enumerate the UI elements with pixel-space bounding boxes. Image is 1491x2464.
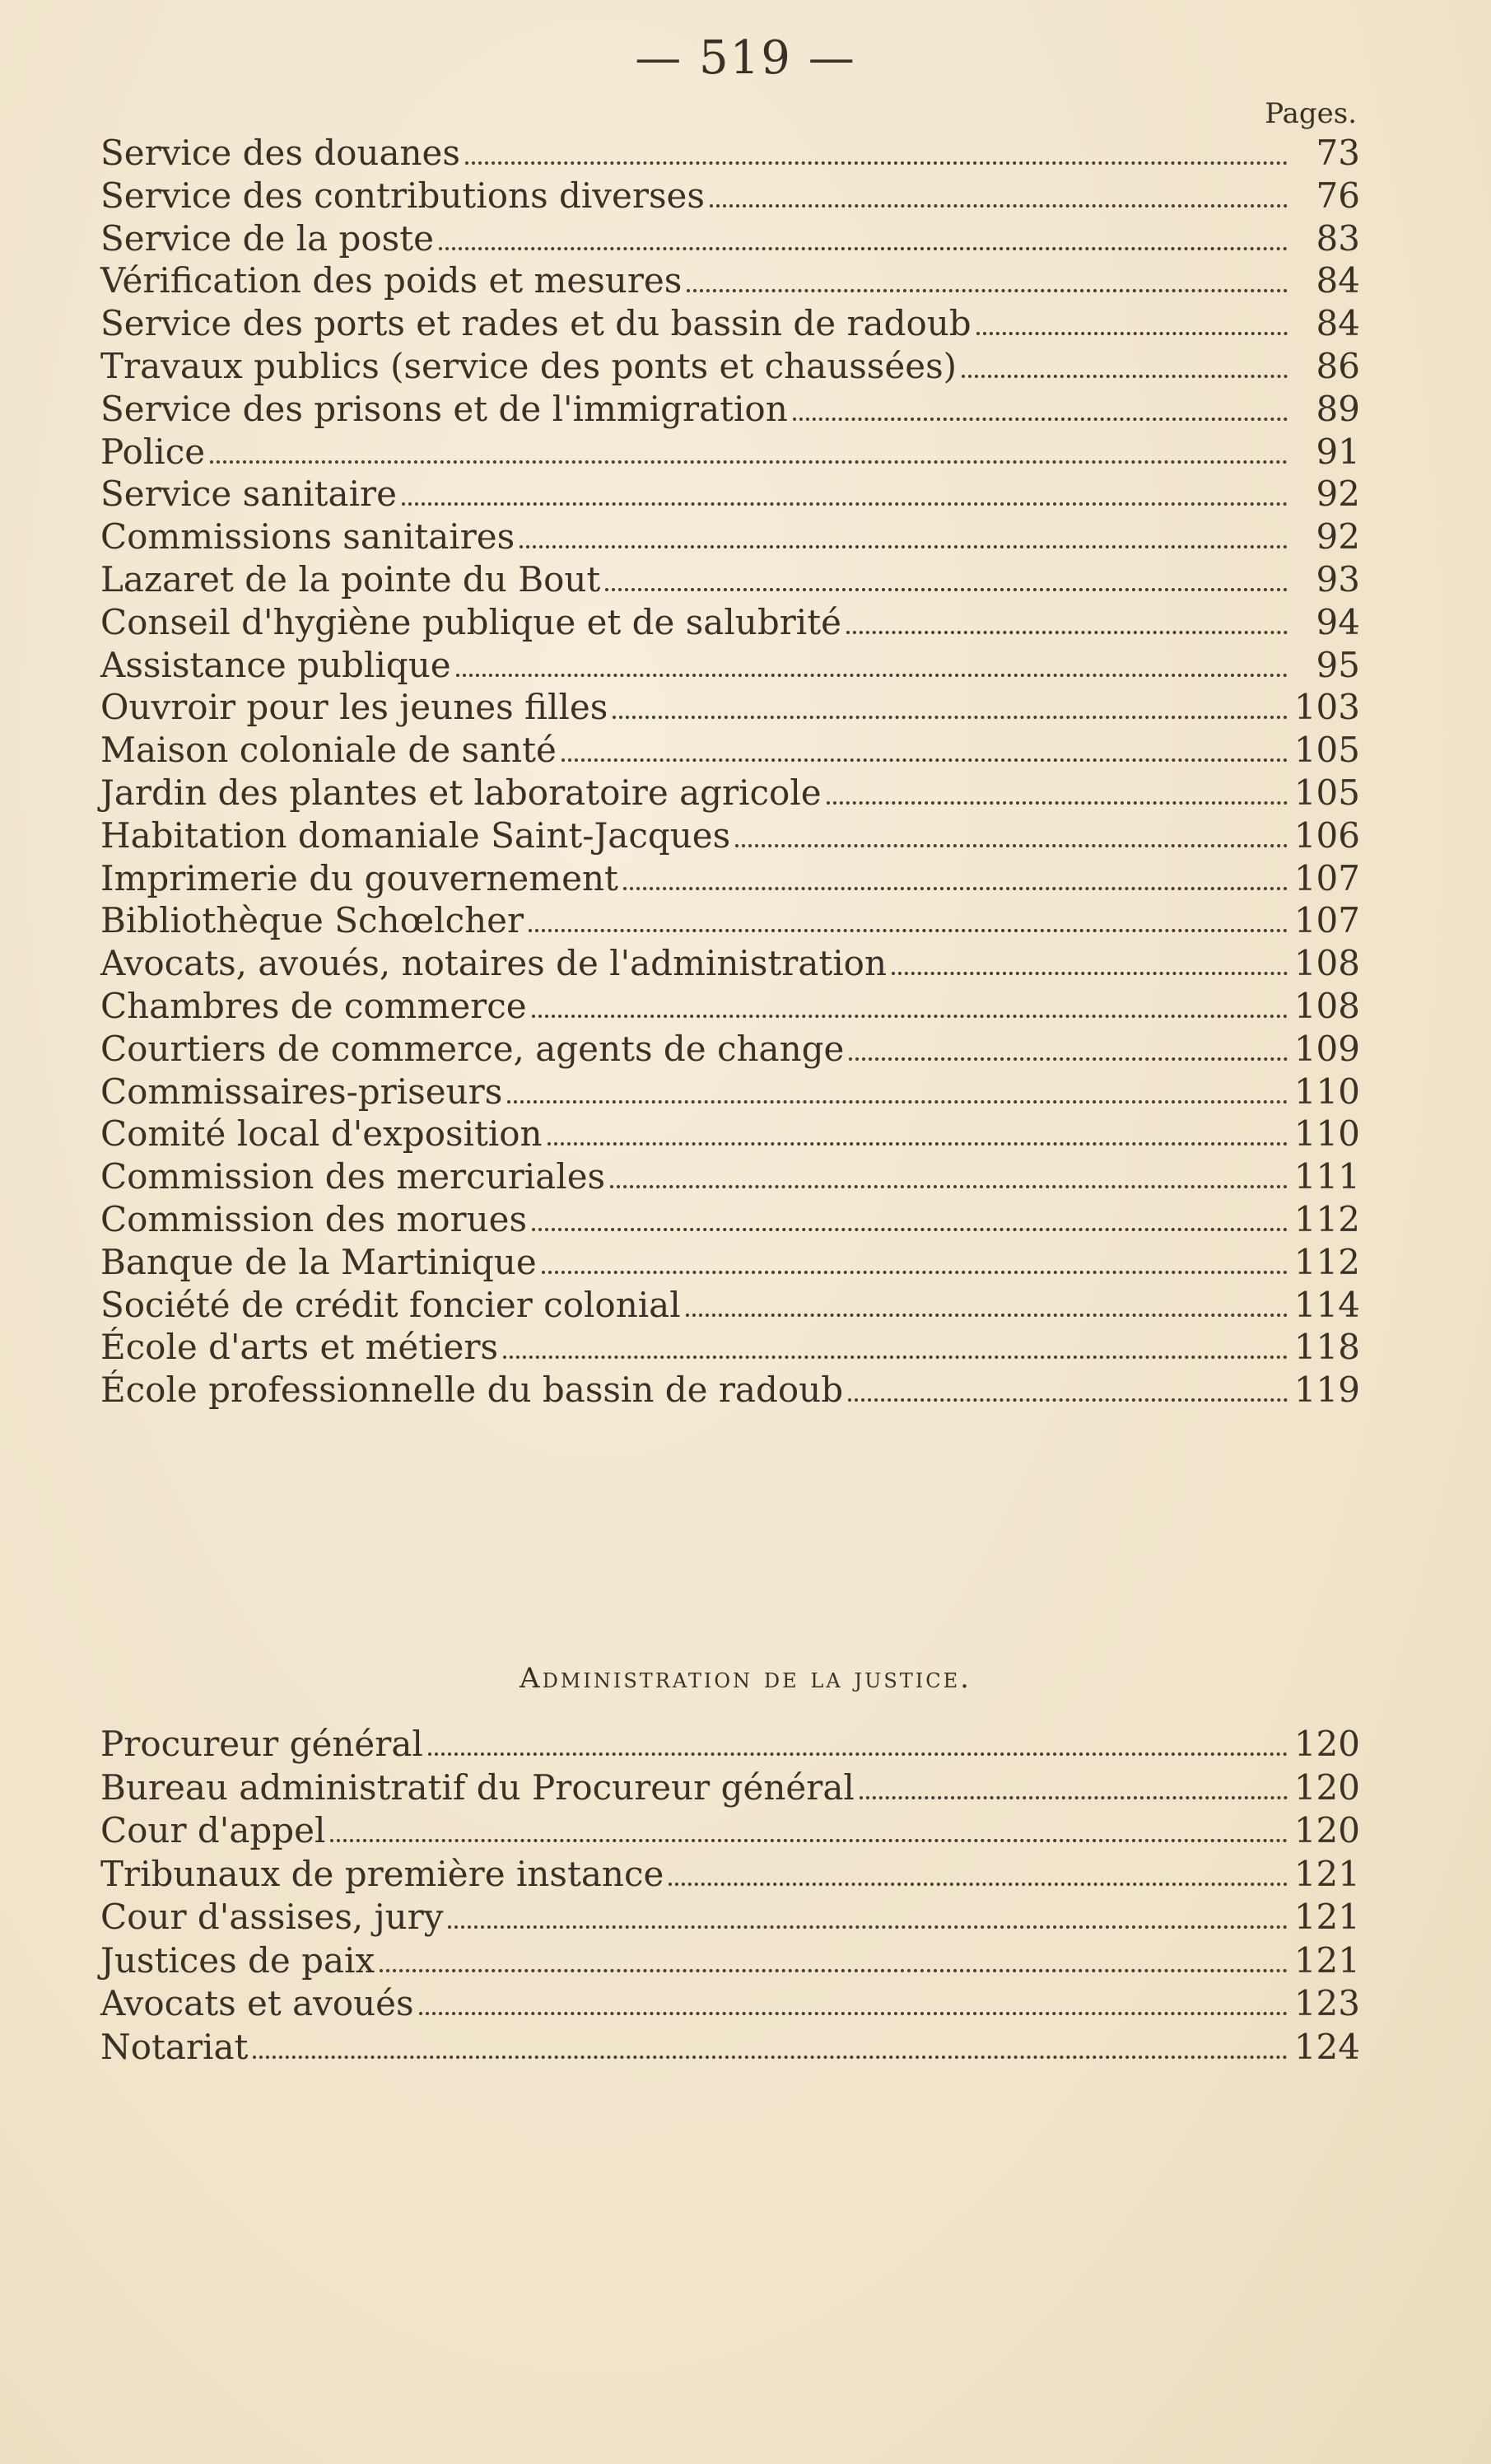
entry-page-number: 105 bbox=[1293, 772, 1360, 813]
dot-leader bbox=[669, 1883, 1288, 1886]
entry-page-number: 121 bbox=[1293, 1853, 1360, 1894]
toc-entry bbox=[100, 1766, 1360, 1810]
entry-title: Commissions sanitaires bbox=[100, 516, 515, 558]
toc-entry bbox=[100, 1241, 1360, 1284]
toc-entry bbox=[100, 2026, 1360, 2070]
entry-page-number: 107 bbox=[1293, 900, 1360, 941]
dot-leader bbox=[687, 289, 1288, 292]
entry-page-number: 84 bbox=[1316, 303, 1360, 344]
toc-entry bbox=[100, 1198, 1360, 1241]
entry-title: Assistance publique bbox=[100, 644, 451, 685]
toc-entry bbox=[100, 1939, 1360, 1983]
dot-leader bbox=[547, 1142, 1288, 1146]
entry-title: Chambres de commerce bbox=[100, 985, 527, 1026]
toc-entry bbox=[100, 1071, 1360, 1113]
entry-page-number: 73 bbox=[1316, 133, 1360, 173]
entry-title: Ouvroir pour les jeunes filles bbox=[100, 687, 608, 728]
dot-leader bbox=[330, 1839, 1288, 1842]
entry-page-number: 91 bbox=[1316, 431, 1360, 472]
entry-page-number: 112 bbox=[1293, 1241, 1360, 1282]
dot-leader bbox=[520, 545, 1288, 548]
entry-page-number: 124 bbox=[1293, 2026, 1360, 2067]
entry-page-number: 120 bbox=[1293, 1724, 1360, 1764]
dot-leader bbox=[402, 502, 1288, 506]
entry-page-number: 105 bbox=[1293, 730, 1360, 771]
dot-leader bbox=[456, 674, 1288, 677]
dot-leader bbox=[605, 588, 1288, 591]
entry-page-number: 121 bbox=[1293, 1897, 1360, 1937]
toc-entry bbox=[100, 516, 1360, 558]
entry-title: Vérification des poids et mesures bbox=[100, 260, 683, 301]
entry-title: Habitation domaniale Saint-Jacques bbox=[100, 814, 731, 856]
entry-title: Service de la poste bbox=[100, 217, 434, 259]
dot-leader bbox=[892, 972, 1288, 975]
entry-title: Service des douanes bbox=[100, 133, 460, 173]
entry-title: Service des ports et rades et du bassin de radoub bbox=[100, 303, 971, 344]
dot-leader bbox=[532, 1228, 1288, 1231]
entry-page-number: 92 bbox=[1316, 516, 1360, 558]
dot-leader bbox=[827, 801, 1288, 805]
toc-entry bbox=[100, 644, 1360, 687]
entry-title: Commissaires-priseurs bbox=[100, 1071, 503, 1112]
entry-page-number: 111 bbox=[1293, 1156, 1360, 1197]
entry-title: Comité local d'exposition bbox=[100, 1113, 543, 1155]
toc-entry bbox=[100, 1113, 1360, 1155]
entry-title: Lazaret de la pointe du Bout bbox=[100, 558, 601, 600]
entry-page-number: 106 bbox=[1293, 814, 1360, 856]
entry-page-number: 120 bbox=[1293, 1810, 1360, 1850]
entry-title: Cour d'assises, jury bbox=[100, 1897, 444, 1937]
entry-title: Service sanitaire bbox=[100, 474, 397, 515]
entry-title: Maison coloniale de santé bbox=[100, 730, 557, 771]
toc-entry bbox=[100, 217, 1360, 260]
entry-page-number: 107 bbox=[1293, 857, 1360, 898]
entry-page-number: 112 bbox=[1293, 1198, 1360, 1239]
toc-entry bbox=[100, 431, 1360, 474]
dot-leader bbox=[448, 1925, 1288, 1929]
toc-entry bbox=[100, 388, 1360, 431]
entry-title: Jardin des plantes et laboratoire agricole bbox=[100, 772, 822, 813]
dot-leader bbox=[846, 631, 1288, 634]
toc-entry bbox=[100, 1982, 1360, 2026]
entry-page-number: 109 bbox=[1293, 1028, 1360, 1069]
toc-entry bbox=[100, 857, 1360, 900]
entry-page-number: 110 bbox=[1293, 1071, 1360, 1112]
dot-leader bbox=[439, 247, 1288, 250]
dot-leader bbox=[710, 204, 1288, 208]
toc-entry bbox=[100, 814, 1360, 857]
toc-entry bbox=[100, 985, 1360, 1028]
toc-entry bbox=[100, 1155, 1360, 1198]
entry-page-number: 108 bbox=[1293, 943, 1360, 984]
toc-entry bbox=[100, 729, 1360, 772]
dot-leader bbox=[623, 887, 1288, 890]
entry-title: Service des contributions diverses bbox=[100, 175, 705, 216]
dot-leader bbox=[507, 1100, 1288, 1104]
entry-page-number: 92 bbox=[1316, 474, 1360, 515]
dot-leader bbox=[686, 1314, 1288, 1317]
dot-leader bbox=[503, 1356, 1288, 1359]
entry-page-number: 118 bbox=[1293, 1327, 1360, 1368]
toc-entry bbox=[100, 1326, 1360, 1369]
entry-title: Cour d'appel bbox=[100, 1810, 326, 1850]
dot-leader bbox=[735, 844, 1288, 847]
toc-entry bbox=[100, 772, 1360, 814]
entry-title: Travaux publics (service des ponts et chaussées) bbox=[100, 345, 958, 386]
toc-entry bbox=[100, 1369, 1360, 1412]
dot-leader bbox=[793, 418, 1288, 421]
entry-title: Service des prisons et de l'immigration bbox=[100, 388, 788, 429]
entry-page-number: 83 bbox=[1316, 217, 1360, 259]
entry-title: Bureau administratif du Procureur général bbox=[100, 1766, 855, 1808]
toc-entry bbox=[100, 473, 1360, 516]
entry-title: Conseil d'hygiène publique et de salubrité bbox=[100, 601, 841, 642]
toc-entry bbox=[100, 259, 1360, 302]
dot-leader bbox=[976, 332, 1288, 335]
entry-title: Banque de la Martinique bbox=[100, 1241, 537, 1282]
dot-leader bbox=[210, 460, 1288, 464]
entry-page-number: 103 bbox=[1293, 687, 1360, 728]
dot-leader bbox=[849, 1057, 1288, 1061]
entry-title: Police bbox=[100, 431, 206, 472]
entry-title: Notariat bbox=[100, 2026, 249, 2067]
dot-leader bbox=[542, 1271, 1288, 1274]
dot-leader bbox=[613, 716, 1288, 719]
entry-page-number: 94 bbox=[1316, 601, 1360, 642]
dot-leader bbox=[860, 1796, 1288, 1799]
entry-title: Avocats, avoués, notaires de l'administration bbox=[100, 943, 888, 984]
entry-page-number: 121 bbox=[1293, 1939, 1360, 1981]
dot-leader bbox=[610, 1185, 1288, 1188]
dot-leader bbox=[962, 375, 1288, 378]
toc-entry bbox=[100, 1853, 1360, 1897]
toc-entry bbox=[100, 558, 1360, 601]
entry-title: Société de crédit foncier colonial bbox=[100, 1284, 681, 1325]
toc-entry bbox=[100, 302, 1360, 345]
entry-title: École d'arts et métiers bbox=[100, 1327, 498, 1368]
entry-title: École professionnelle du bassin de radoub bbox=[100, 1370, 844, 1411]
entry-page-number: 114 bbox=[1293, 1284, 1360, 1325]
entry-page-number: 76 bbox=[1316, 175, 1360, 216]
dot-leader bbox=[561, 758, 1288, 762]
entry-title: Courtiers de commerce, agents de change bbox=[100, 1028, 845, 1069]
justice-toc-list bbox=[100, 1723, 1360, 2069]
entry-title: Avocats et avoués bbox=[100, 1983, 414, 2023]
entry-page-number: 108 bbox=[1293, 985, 1360, 1026]
entry-title: Bibliothèque Schœlcher bbox=[100, 900, 524, 941]
entry-page-number: 93 bbox=[1316, 558, 1360, 600]
dot-leader bbox=[253, 2056, 1288, 2059]
toc-entry bbox=[100, 1028, 1360, 1071]
dot-leader bbox=[465, 161, 1288, 165]
toc-entry bbox=[100, 132, 1360, 175]
toc-entry bbox=[100, 1809, 1360, 1853]
entry-title: Commission des mercuriales bbox=[100, 1156, 606, 1197]
entry-page-number: 119 bbox=[1293, 1370, 1360, 1411]
entry-page-number: 110 bbox=[1293, 1113, 1360, 1155]
toc-entry bbox=[100, 601, 1360, 644]
toc-entry bbox=[100, 1723, 1360, 1766]
entry-page-number: 86 bbox=[1316, 345, 1360, 386]
toc-entry bbox=[100, 345, 1360, 388]
entry-page-number: 120 bbox=[1293, 1766, 1360, 1808]
entry-page-number: 89 bbox=[1316, 388, 1360, 429]
toc-entry bbox=[100, 942, 1360, 985]
dot-leader bbox=[428, 1752, 1288, 1756]
toc-entry bbox=[100, 686, 1360, 729]
dot-leader bbox=[532, 1015, 1288, 1018]
page-number: — 519 — bbox=[635, 31, 856, 85]
dot-leader bbox=[380, 1969, 1288, 1972]
entry-page-number: 95 bbox=[1316, 644, 1360, 685]
admin-toc-list bbox=[100, 132, 1360, 1412]
dot-leader bbox=[848, 1398, 1288, 1402]
dot-leader bbox=[419, 2012, 1288, 2015]
entry-title: Procureur général bbox=[100, 1724, 423, 1764]
justice-section-heading: Administration de la justice. bbox=[520, 1662, 971, 1695]
entry-title: Justices de paix bbox=[100, 1939, 375, 1981]
toc-entry bbox=[100, 1284, 1360, 1327]
toc-entry bbox=[100, 1896, 1360, 1939]
entry-page-number: 123 bbox=[1293, 1983, 1360, 2023]
toc-entry bbox=[100, 899, 1360, 942]
dot-leader bbox=[529, 929, 1288, 932]
entry-page-number: 84 bbox=[1316, 260, 1360, 301]
entry-title: Imprimerie du gouvernement bbox=[100, 857, 618, 898]
toc-entry bbox=[100, 175, 1360, 217]
entry-title: Commission des morues bbox=[100, 1198, 528, 1239]
pages-column-heading: Pages. bbox=[1265, 97, 1357, 130]
entry-title: Tribunaux de première instance bbox=[100, 1853, 664, 1894]
